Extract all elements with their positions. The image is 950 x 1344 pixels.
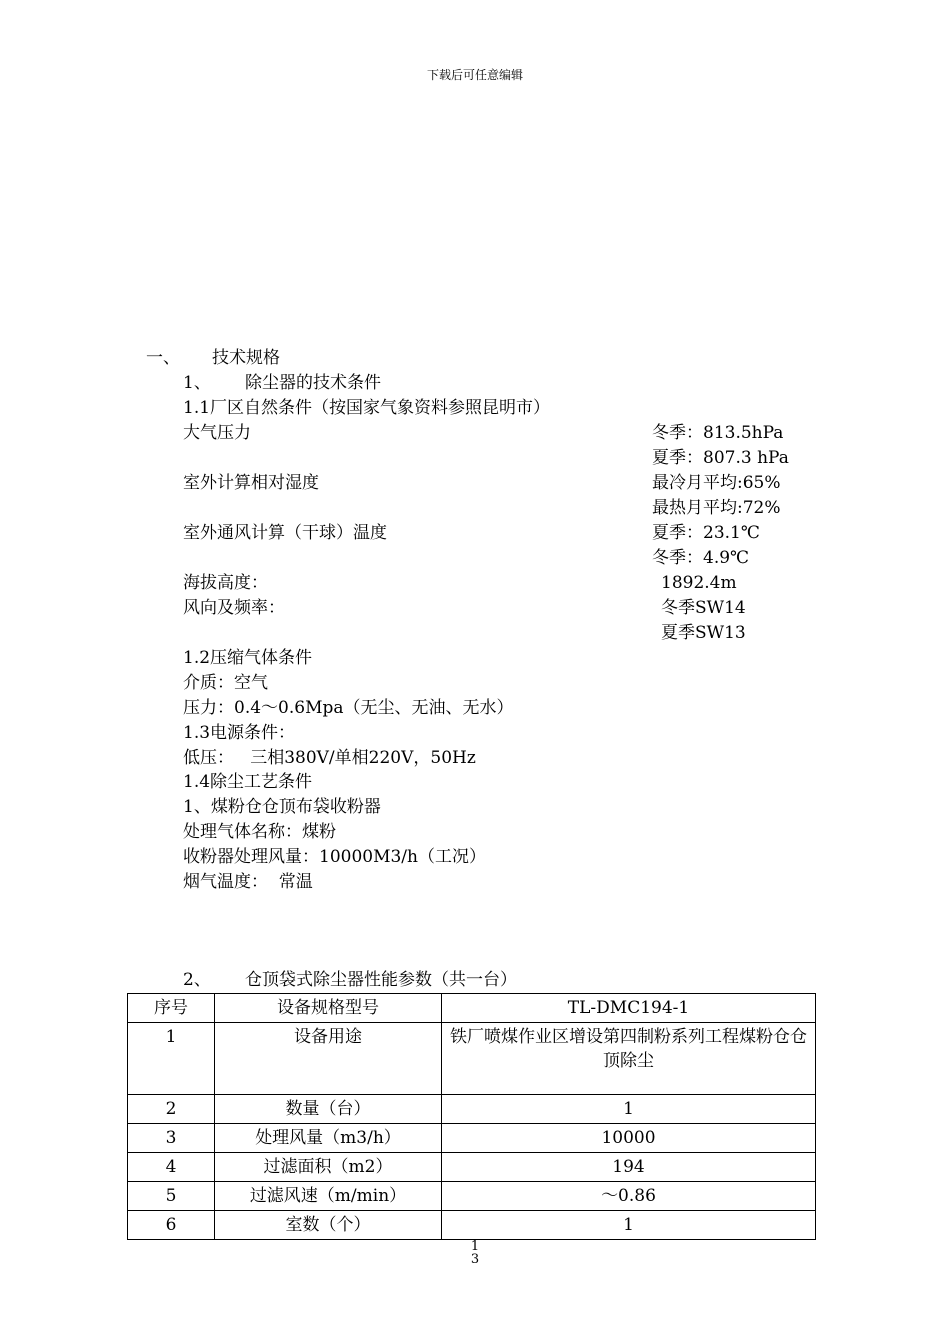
page-total: 3 [470,1252,480,1267]
humidity-hottest: 最热月平均:72% [652,498,781,518]
header-note: 下载后可任意编辑 [426,68,523,82]
temperature-label: 室外通风计算（干球）温度 [183,523,387,543]
table-cell: 6 [128,1211,215,1240]
table-cell: 过滤风速（m/min） [215,1182,442,1211]
page-number [0,1240,950,1266]
page-current: 1 [470,1239,480,1254]
table-header-cell: 序号 [128,994,215,1023]
humidity-label: 室外计算相对湿度 [183,473,319,493]
wind-winter: 冬季SW14 [661,598,746,618]
wind-label: 风向及频率： [183,598,285,618]
humidity-coldest: 最冷月平均:65% [652,473,781,493]
performance-table [127,993,816,1240]
table-cell: 铁厂喷煤作业区增设第四制粉系列工程煤粉仓仓顶除尘 [442,1023,816,1095]
table-cell: 3 [128,1124,215,1153]
table-row [128,1023,816,1095]
altitude-label: 海拔高度： [183,573,268,593]
table-cell: 194 [442,1153,816,1182]
table-row [128,1095,816,1124]
pressure-label: 大气压力 [183,423,251,443]
air-pressure-text: 压力：0.4～0.6Mpa（无尘、无油、无水） [183,698,514,718]
heading-1-4: 1.4除尘工艺条件 [183,772,313,792]
heading-1-2: 1.2压缩气体条件 [183,648,313,668]
heading-1-3: 1.3电源条件： [183,723,296,743]
table-cell: 1 [442,1211,816,1240]
temperature-winter: 冬季：4.9℃ [652,548,750,568]
low-voltage-text: 低压： 三相380V/单相220V，50Hz [183,748,476,768]
table-cell: 4 [128,1153,215,1182]
table-cell: 1 [442,1095,816,1124]
table-cell: ～0.86 [442,1182,816,1211]
table-cell: 处理风量（m3/h） [215,1124,442,1153]
table-header-cell: TL-DMC194-1 [442,994,816,1023]
gas-name-text: 处理气体名称：煤粉 [183,822,336,842]
subsection-number: 1、 [183,373,211,393]
table-row [128,1211,816,1240]
heading-1-1: 1.1厂区自然条件（按国家气象资料参照昆明市） [183,398,551,418]
table-row [128,1153,816,1182]
medium-text: 介质：空气 [183,673,268,693]
table-header-cell: 设备规格型号 [215,994,442,1023]
pressure-winter: 冬季：813.5hPa [652,423,784,443]
table-cell: 室数（个） [215,1211,442,1240]
table-cell: 设备用途 [215,1023,442,1095]
subsection-2-title: 仓顶袋式除尘器性能参数（共一台） [245,970,517,990]
section-title: 技术规格 [212,348,280,368]
section-number: 一、 [146,348,180,368]
flue-temp-text: 烟气温度： 常温 [183,872,313,892]
table-cell: 1 [128,1023,215,1095]
subsection-title: 除尘器的技术条件 [245,373,381,393]
table-row [128,1124,816,1153]
table-cell: 2 [128,1095,215,1124]
table-cell: 10000 [442,1124,816,1153]
table-row [128,1182,816,1211]
table-cell: 5 [128,1182,215,1211]
temperature-summer: 夏季：23.1℃ [652,523,760,543]
table-cell: 数量（台） [215,1095,442,1124]
wind-summer: 夏季SW13 [661,623,746,643]
subsection-2-number: 2、 [183,970,211,990]
pressure-summer: 夏季：807.3 hPa [652,448,789,468]
table-cell: 过滤面积（m2） [215,1153,442,1182]
air-volume-text: 收粉器处理风量：10000M3/h（工况） [183,847,486,867]
item-1-text: 1、煤粉仓仓顶布袋收粉器 [183,797,381,817]
table-header-row [128,994,816,1023]
altitude-value: 1892.4m [661,573,737,593]
